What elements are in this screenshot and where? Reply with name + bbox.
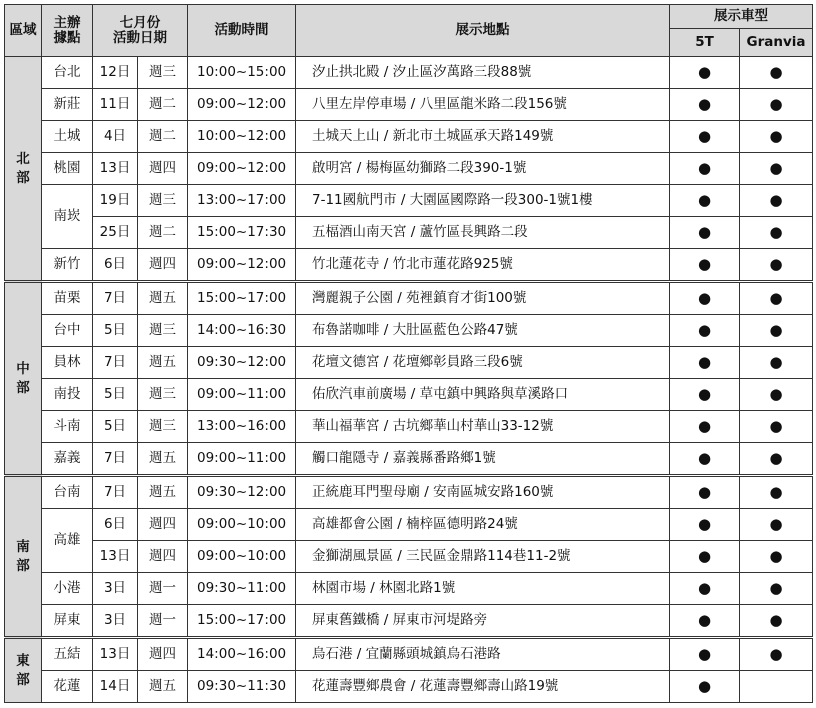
- day-cell: 7日: [93, 282, 138, 315]
- model-5t-mark: ●: [670, 671, 740, 703]
- table-row: [5, 153, 813, 185]
- model-5t-mark: ●: [670, 121, 740, 153]
- time-cell: 09:30~11:00: [188, 573, 296, 605]
- location-cell: 啟明宮 / 楊梅區幼獅路二段390-1號: [296, 153, 670, 185]
- weekday-cell: 週三: [138, 57, 188, 89]
- weekday-cell: 週三: [138, 185, 188, 217]
- time-cell: 15:00~17:00: [188, 282, 296, 315]
- weekday-cell: 週二: [138, 217, 188, 249]
- weekday-cell: 週四: [138, 249, 188, 282]
- location-cell: 八里左岸停車場 / 八里區龍米路二段156號: [296, 89, 670, 121]
- location-header: 展示地點: [296, 5, 670, 57]
- day-cell: 3日: [93, 573, 138, 605]
- model-5t-mark: ●: [670, 185, 740, 217]
- model-5t-mark: ●: [670, 249, 740, 282]
- day-cell: 13日: [93, 153, 138, 185]
- schedule-table: [4, 4, 813, 703]
- time-cell: 09:30~11:30: [188, 671, 296, 703]
- model-5t-mark: ●: [670, 476, 740, 509]
- model-granvia-mark: ●: [740, 217, 813, 249]
- model-granvia-mark: ●: [740, 476, 813, 509]
- location-cell: 林園市場 / 林園北路1號: [296, 573, 670, 605]
- day-cell: 11日: [93, 89, 138, 121]
- date-header: [93, 5, 188, 57]
- table-row: [5, 411, 813, 443]
- location-cell: 烏石港 / 宜蘭縣頭城鎮烏石港路: [296, 638, 670, 671]
- day-cell: 5日: [93, 411, 138, 443]
- host-cell: 小港: [42, 573, 93, 605]
- date-header-line-1: 七月份: [119, 14, 161, 31]
- host-cell: 花蓮: [42, 671, 93, 703]
- model-5t-mark: ●: [670, 638, 740, 671]
- time-cell: 09:00~10:00: [188, 541, 296, 573]
- day-cell: 5日: [93, 379, 138, 411]
- day-cell: 25日: [93, 217, 138, 249]
- table-row: [5, 638, 813, 671]
- location-cell: 高雄都會公園 / 楠梓區德明路24號: [296, 509, 670, 541]
- model-granvia-mark: ●: [740, 573, 813, 605]
- table-row: [5, 509, 813, 541]
- model-5t-mark: ●: [670, 509, 740, 541]
- weekday-cell: 週二: [138, 89, 188, 121]
- weekday-cell: 週三: [138, 379, 188, 411]
- model-5t-mark: ●: [670, 541, 740, 573]
- time-cell: 10:00~12:00: [188, 121, 296, 153]
- schedule-body: [5, 57, 813, 703]
- host-cell: 桃園: [42, 153, 93, 185]
- host-header-line-1: 主辦: [53, 14, 81, 31]
- host-cell: 台南: [42, 476, 93, 509]
- host-cell: 土城: [42, 121, 93, 153]
- weekday-cell: 週五: [138, 347, 188, 379]
- day-cell: 6日: [93, 249, 138, 282]
- date-header-line-2: 活動日期: [113, 29, 167, 46]
- model-granvia-mark: ●: [740, 411, 813, 443]
- model-5t-mark: ●: [670, 153, 740, 185]
- location-cell: 佑欣汽車前廣場 / 草屯鎮中興路與草溪路口: [296, 379, 670, 411]
- time-cell: 09:00~11:00: [188, 443, 296, 476]
- region-cell: [5, 57, 42, 282]
- table-row: [5, 541, 813, 573]
- model-5t-mark: ●: [670, 411, 740, 443]
- region-name: 中部: [16, 360, 30, 396]
- time-cell: 15:00~17:30: [188, 217, 296, 249]
- location-cell: 觸口龍隱寺 / 嘉義縣番路鄉1號: [296, 443, 670, 476]
- region-cell: [5, 282, 42, 476]
- host-cell: 南投: [42, 379, 93, 411]
- model-granvia-mark: ●: [740, 89, 813, 121]
- table-row: [5, 347, 813, 379]
- host-cell: 台北: [42, 57, 93, 89]
- table-row: [5, 282, 813, 315]
- location-cell: 竹北蓮花寺 / 竹北市蓮花路925號: [296, 249, 670, 282]
- header-row-1: [5, 5, 813, 29]
- table-row: [5, 379, 813, 411]
- weekday-cell: 週五: [138, 671, 188, 703]
- location-cell: 正統鹿耳門聖母廟 / 安南區城安路160號: [296, 476, 670, 509]
- day-cell: 5日: [93, 315, 138, 347]
- model-5t-mark: ●: [670, 573, 740, 605]
- time-cell: 09:00~11:00: [188, 379, 296, 411]
- location-cell: 金獅湖風景區 / 三民區金鼎路114巷11-2號: [296, 541, 670, 573]
- model-granvia-mark: ●: [740, 315, 813, 347]
- day-cell: 14日: [93, 671, 138, 703]
- table-row: [5, 121, 813, 153]
- host-cell: 高雄: [42, 509, 93, 573]
- location-cell: 五楅酒山南天宮 / 蘆竹區長興路二段: [296, 217, 670, 249]
- host-cell: 五結: [42, 638, 93, 671]
- weekday-cell: 週五: [138, 282, 188, 315]
- model-granvia-mark: ●: [740, 605, 813, 638]
- table-row: [5, 185, 813, 217]
- day-cell: 7日: [93, 476, 138, 509]
- day-cell: 6日: [93, 509, 138, 541]
- region-cell: [5, 638, 42, 703]
- region-name: 東部: [16, 652, 30, 688]
- model-granvia-mark: ●: [740, 379, 813, 411]
- table-row: [5, 217, 813, 249]
- location-cell: 布魯諾咖啡 / 大肚區藍色公路47號: [296, 315, 670, 347]
- time-cell: 09:00~10:00: [188, 509, 296, 541]
- weekday-cell: 週五: [138, 476, 188, 509]
- vehicle-header: 展示車型: [670, 5, 813, 29]
- model-granvia-mark: ●: [740, 509, 813, 541]
- host-header: [42, 5, 93, 57]
- model-granvia-mark: ●: [740, 541, 813, 573]
- location-cell: 華山福華宮 / 古坑鄉華山村華山33-12號: [296, 411, 670, 443]
- weekday-cell: 週四: [138, 638, 188, 671]
- model-granvia-header: Granvia: [740, 29, 813, 57]
- model-5t-mark: ●: [670, 57, 740, 89]
- model-5t-mark: ●: [670, 282, 740, 315]
- day-cell: 13日: [93, 541, 138, 573]
- weekday-cell: 週一: [138, 605, 188, 638]
- table-row: [5, 249, 813, 282]
- location-cell: 花壇文德宮 / 花壇鄉彰員路三段6號: [296, 347, 670, 379]
- weekday-cell: 週四: [138, 153, 188, 185]
- time-cell: 14:00~16:00: [188, 638, 296, 671]
- weekday-cell: 週四: [138, 509, 188, 541]
- model-5t-mark: ●: [670, 217, 740, 249]
- model-granvia-mark: ●: [740, 443, 813, 476]
- time-cell: 13:00~17:00: [188, 185, 296, 217]
- weekday-cell: 週四: [138, 541, 188, 573]
- host-cell: 屏東: [42, 605, 93, 638]
- table-row: [5, 573, 813, 605]
- time-cell: 09:30~12:00: [188, 347, 296, 379]
- location-cell: 灣麗親子公園 / 苑裡鎮育才街100號: [296, 282, 670, 315]
- table-row: [5, 315, 813, 347]
- model-5t-mark: ●: [670, 89, 740, 121]
- model-granvia-mark: ●: [740, 282, 813, 315]
- model-granvia-mark: ●: [740, 153, 813, 185]
- model-granvia-mark: [740, 671, 813, 703]
- time-cell: 09:30~12:00: [188, 476, 296, 509]
- location-cell: 屏東舊鐵橋 / 屏東市河堤路旁: [296, 605, 670, 638]
- time-cell: 09:00~12:00: [188, 153, 296, 185]
- host-cell: 員林: [42, 347, 93, 379]
- host-cell: 新莊: [42, 89, 93, 121]
- location-cell: 7-11國航門市 / 大園區國際路一段300-1號1樓: [296, 185, 670, 217]
- day-cell: 13日: [93, 638, 138, 671]
- time-cell: 13:00~16:00: [188, 411, 296, 443]
- location-cell: 土城天上山 / 新北市土城區承天路149號: [296, 121, 670, 153]
- time-cell: 09:00~12:00: [188, 249, 296, 282]
- weekday-cell: 週一: [138, 573, 188, 605]
- table-row: [5, 476, 813, 509]
- model-5t-mark: ●: [670, 379, 740, 411]
- location-cell: 花蓮壽豐鄉農會 / 花蓮壽豐鄉壽山路19號: [296, 671, 670, 703]
- table-row: [5, 443, 813, 476]
- model-5t-mark: ●: [670, 315, 740, 347]
- model-5t-mark: ●: [670, 443, 740, 476]
- model-granvia-mark: ●: [740, 185, 813, 217]
- host-cell: 新竹: [42, 249, 93, 282]
- host-cell: 苗栗: [42, 282, 93, 315]
- day-cell: 7日: [93, 347, 138, 379]
- model-granvia-mark: ●: [740, 249, 813, 282]
- table-row: [5, 57, 813, 89]
- day-cell: 7日: [93, 443, 138, 476]
- region-cell: [5, 476, 42, 638]
- time-cell: 14:00~16:30: [188, 315, 296, 347]
- weekday-cell: 週三: [138, 411, 188, 443]
- host-cell: 斗南: [42, 411, 93, 443]
- table-row: [5, 605, 813, 638]
- model-granvia-mark: ●: [740, 347, 813, 379]
- model-granvia-mark: ●: [740, 121, 813, 153]
- location-cell: 汐止拱北殿 / 汐止區汐萬路三段88號: [296, 57, 670, 89]
- model-granvia-mark: ●: [740, 57, 813, 89]
- weekday-cell: 週二: [138, 121, 188, 153]
- model-granvia-mark: ●: [740, 638, 813, 671]
- table-row: [5, 89, 813, 121]
- time-cell: 10:00~15:00: [188, 57, 296, 89]
- host-cell: 台中: [42, 315, 93, 347]
- model-5t-mark: ●: [670, 605, 740, 638]
- day-cell: 12日: [93, 57, 138, 89]
- day-cell: 4日: [93, 121, 138, 153]
- model-5t-mark: ●: [670, 347, 740, 379]
- region-name: 北部: [16, 150, 30, 186]
- time-cell: 09:00~12:00: [188, 89, 296, 121]
- time-cell: 15:00~17:00: [188, 605, 296, 638]
- host-cell: 嘉義: [42, 443, 93, 476]
- model-5t-header: 5T: [670, 29, 740, 57]
- weekday-cell: 週五: [138, 443, 188, 476]
- time-header: 活動時間: [188, 5, 296, 57]
- region-name: 南部: [16, 538, 30, 574]
- table-row: [5, 671, 813, 703]
- weekday-cell: 週三: [138, 315, 188, 347]
- host-cell: 南崁: [42, 185, 93, 249]
- host-header-line-2: 據點: [53, 29, 81, 46]
- day-cell: 3日: [93, 605, 138, 638]
- day-cell: 19日: [93, 185, 138, 217]
- region-header: 區域: [5, 5, 42, 57]
